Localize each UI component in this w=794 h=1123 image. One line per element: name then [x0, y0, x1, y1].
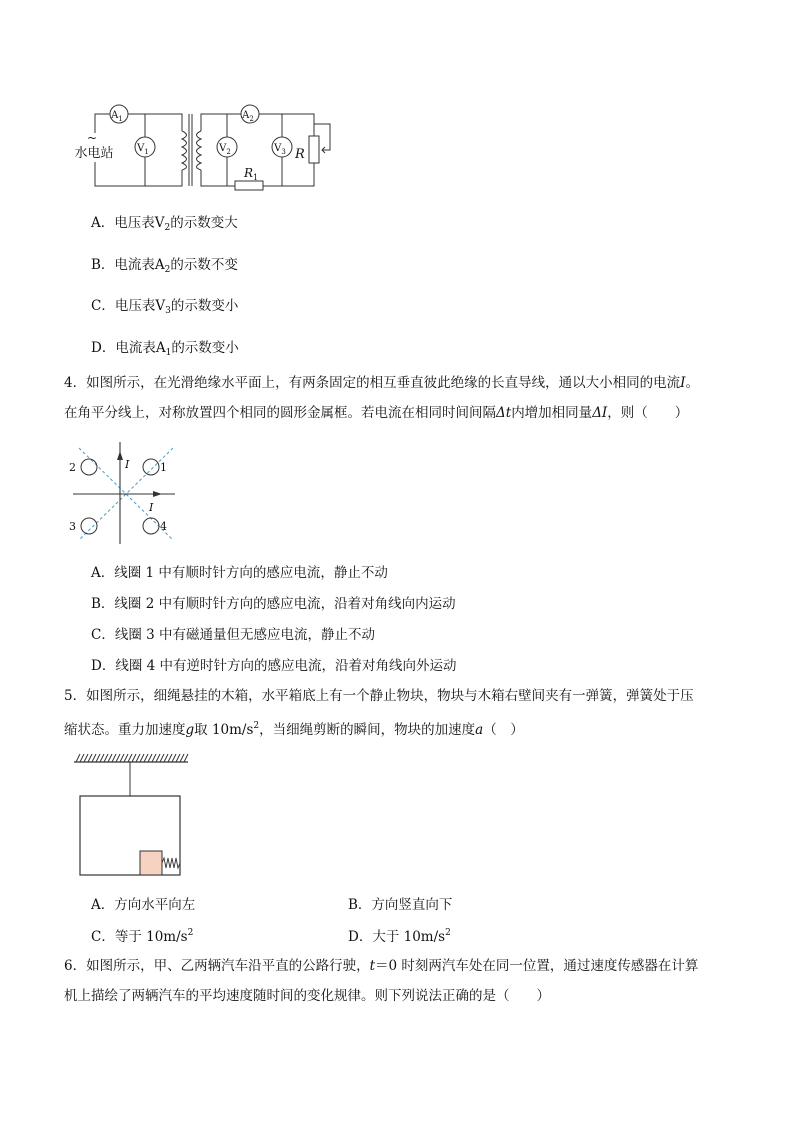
transformer-circuit-diagram [60, 100, 350, 195]
q3-option-b: B．电流表$A_2$的示数不变 [91, 257, 238, 275]
q4-option-d: D．线圈 4 中有逆时针方向的感应电流，沿着对角线向外运动 [91, 658, 457, 674]
svg-text:1: 1 [160, 461, 167, 474]
svg-text:A1: $A_1$ [111, 110, 123, 123]
svg-text:R: R [295, 147, 305, 162]
svg-text:V3: $V_3$ [274, 143, 286, 156]
svg-text:I: I [149, 501, 154, 514]
coil-3 [81, 518, 97, 534]
coil-4 [143, 518, 159, 534]
q6-stem-line2: 机上描绘了两辆汽车的平均速度随时间的变化规律。则下列说法正确的是（ ） [64, 988, 550, 1004]
q5-option-d: D．大于 $10m/s^2$ [348, 928, 451, 945]
svg-text:~: ~ [86, 131, 98, 145]
power-station-label: 水电站 [74, 146, 114, 161]
q4-stem-line2: 在角平分线上，对称放置四个相同的圆形金属框。若电流在相同时间间隔Δt内增加相同量ΔI，则（ ） [64, 405, 689, 421]
q3-option-a: A．电压表$V_2$的示数变大 [91, 215, 238, 233]
coil-2 [81, 459, 97, 475]
q6-stem-line1: 6．如图所示，甲、乙两辆汽车沿平直的公路行驶，t＝0 时刻两汽车处在同一位置，通过速度传感器在计算 [64, 958, 699, 974]
rheostat-r [309, 136, 319, 163]
q4-option-c: C．线圈 3 中有磁通量但无感应电流，静止不动 [91, 627, 376, 643]
q5-option-a: A．方向水平向左 [91, 897, 196, 913]
spring [162, 858, 180, 868]
q5-stem-line2: 缩状态。重力加速度g取 $10m/s^2$，当细绳剪断的瞬间，物块的加速度a（ ） [64, 721, 524, 738]
q5-option-c: C．等于 $10m/s^2$ [91, 928, 194, 945]
svg-text:A2: $A_2$ [242, 110, 254, 123]
q4-stem-line1: 4．如图所示，在光滑绝缘水平面上，有两条固定的相互垂直彼此绝缘的长直导线，通以大小相同的电流I。 [64, 375, 699, 391]
svg-text:2: 2 [69, 461, 76, 474]
svg-text:R1: $R_1$ [244, 166, 259, 182]
svg-text:I: I [125, 458, 130, 471]
resistor-r1 [235, 181, 263, 190]
q4-option-b: B．线圈 2 中有顺时针方向的感应电流，沿着对角线向内运动 [91, 596, 456, 612]
q4-option-a: A．线圈 1 中有顺时针方向的感应电流，静止不动 [91, 565, 388, 581]
svg-text:4: 4 [160, 520, 167, 533]
q3-option-d: D．电流表$A_1$的示数变小 [91, 340, 239, 358]
svg-text:V2: $V_2$ [219, 143, 231, 156]
q5-stem-line1: 5．如图所示，细绳悬挂的木箱，水平箱底上有一个静止物块，物块与木箱右壁间夹有一弹簧，弹簧处于压 [64, 688, 694, 704]
block [140, 851, 162, 875]
q3-option-c: C．电压表$V_3$的示数变小 [91, 298, 239, 316]
perpendicular-wires-diagram [65, 436, 185, 548]
coil-1 [143, 459, 159, 475]
svg-text:V1: $V_1$ [137, 143, 149, 156]
svg-text:3: 3 [69, 520, 76, 533]
hanging-box-diagram [72, 752, 192, 878]
q5-option-b: B．方向竖直向下 [348, 897, 453, 913]
